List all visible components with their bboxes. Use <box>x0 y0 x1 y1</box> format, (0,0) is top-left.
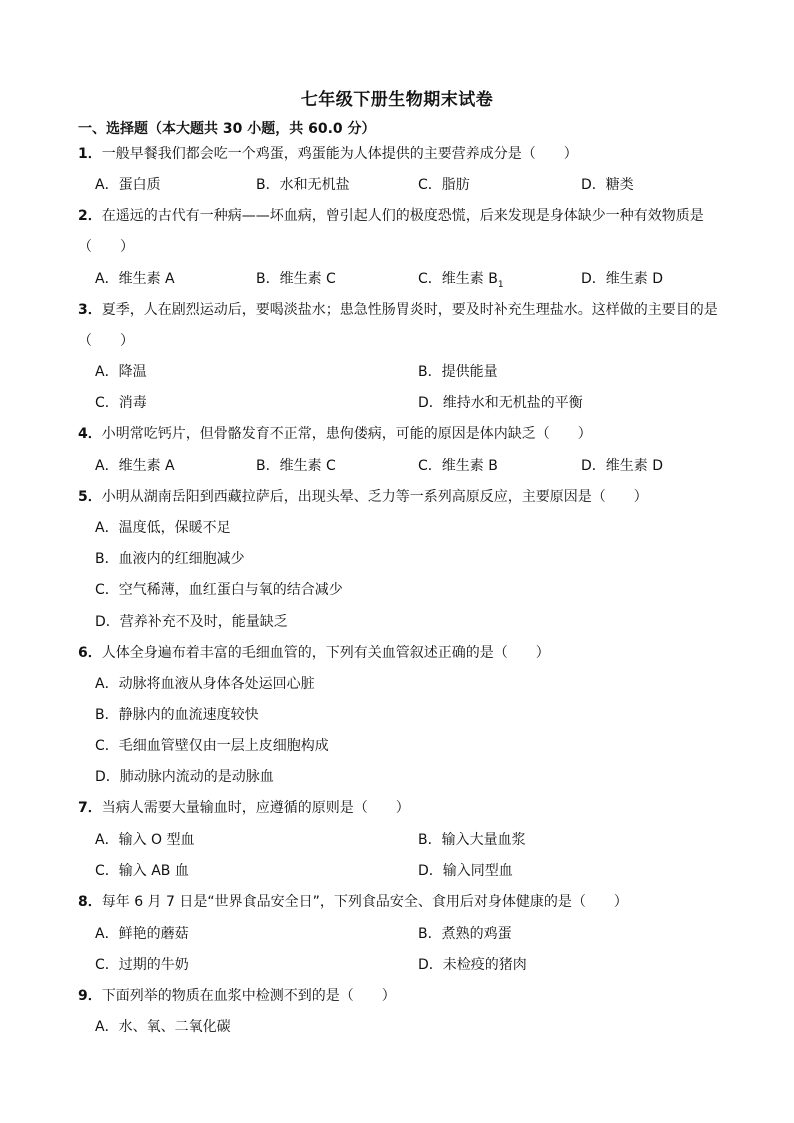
subscript: 1 <box>497 279 504 290</box>
option-8a[interactable]: A．鲜艳的蘑菇 <box>95 926 189 942</box>
question-8: 8．每年 6 月 7 日是“世界食品安全日”，下列食品安全、食用后对身体健康的是（ ） <box>78 894 628 910</box>
option-5b[interactable]: B．血液内的红细胞减少 <box>95 551 245 567</box>
page-title: 七年级下册生物期末试卷 <box>300 90 494 110</box>
question-1: 1．一般早餐我们都会吃一个鸡蛋，鸡蛋能为人体提供的主要营养成分是（ ） <box>78 146 578 162</box>
option-1c[interactable]: C．脂肪 <box>418 177 470 193</box>
option-2a[interactable]: A．维生素 A <box>95 271 175 287</box>
option-4d[interactable]: D．维生素 D <box>581 458 664 474</box>
option-7c[interactable]: C．输入 AB 血 <box>95 863 189 879</box>
question-7: 7．当病人需要大量输血时，应遵循的原则是（ ） <box>78 800 410 816</box>
option-8b[interactable]: B．煮熟的鸡蛋 <box>418 926 512 942</box>
option-2b[interactable]: B．维生素 C <box>256 271 336 287</box>
option-5c[interactable]: C．空气稀薄，血红蛋白与氧的结合减少 <box>95 582 343 598</box>
option-5d[interactable]: D．营养补充不及时，能量缺乏 <box>95 614 288 630</box>
option-7b[interactable]: B．输入大量血浆 <box>418 832 526 848</box>
option-1b[interactable]: B．水和无机盐 <box>256 177 350 193</box>
option-6d[interactable]: D．肺动脉内流动的是动脉血 <box>95 769 274 785</box>
option-8c[interactable]: C．过期的牛奶 <box>95 957 189 973</box>
section-heading: 一、选择题（本大题共 30 小题，共 60.0 分） <box>78 121 376 137</box>
option-2d[interactable]: D．维生素 D <box>581 271 664 287</box>
option-4b[interactable]: B．维生素 C <box>256 458 336 474</box>
option-6b[interactable]: B．静脉内的血流速度较快 <box>95 707 259 723</box>
question-5: 5．小明从湖南岳阳到西藏拉萨后，出现头晕、乏力等一系列高原反应，主要原因是（ ） <box>78 489 648 505</box>
option-6a[interactable]: A．动脉将血液从身体各处运回心脏 <box>95 676 315 692</box>
question-3-blank: （ ） <box>78 333 134 349</box>
question-2-blank: （ ） <box>78 239 134 255</box>
option-5a[interactable]: A．温度低，保暖不足 <box>95 520 231 536</box>
option-4c[interactable]: C．维生素 B <box>418 458 498 474</box>
option-8d[interactable]: D．未检疫的猪肉 <box>418 957 527 973</box>
option-3c[interactable]: C．消毒 <box>95 395 147 411</box>
option-7d[interactable]: D．输入同型血 <box>418 863 513 879</box>
question-3: 3．夏季，人在剧烈运动后，要喝淡盐水；患急性肠胃炎时，要及时补充生理盐水。这样做的主要目的是 <box>78 302 718 318</box>
option-3d[interactable]: D．维持水和无机盐的平衡 <box>418 395 583 411</box>
question-6: 6．人体全身遍布着丰富的毛细血管的，下列有关血管叙述正确的是（ ） <box>78 645 550 661</box>
option-2c[interactable]: C．维生素 $B_1$ <box>418 271 504 290</box>
option-1d[interactable]: D．糖类 <box>581 177 634 193</box>
question-2: 2．在遥远的古代有一种病——坏血病，曾引起人们的极度恐慌，后来发现是身体缺少一种有效物质是 <box>78 208 704 224</box>
option-6c[interactable]: C．毛细血管壁仅由一层上皮细胞构成 <box>95 738 329 754</box>
option-3a[interactable]: A．降温 <box>95 364 147 380</box>
question-9: 9．下面列举的物质在血浆中检测不到的是（ ） <box>78 988 396 1004</box>
question-4: 4．小明常吃钙片，但骨骼发育不正常，患佝偻病，可能的原因是体内缺乏（ ） <box>78 426 592 442</box>
option-9a[interactable]: A．水、氧、二氧化碳 <box>95 1019 231 1035</box>
option-4a[interactable]: A．维生素 A <box>95 458 175 474</box>
option-7a[interactable]: A．输入 O 型血 <box>95 832 195 848</box>
option-3b[interactable]: B．提供能量 <box>418 364 498 380</box>
option-1a[interactable]: A．蛋白质 <box>95 177 161 193</box>
